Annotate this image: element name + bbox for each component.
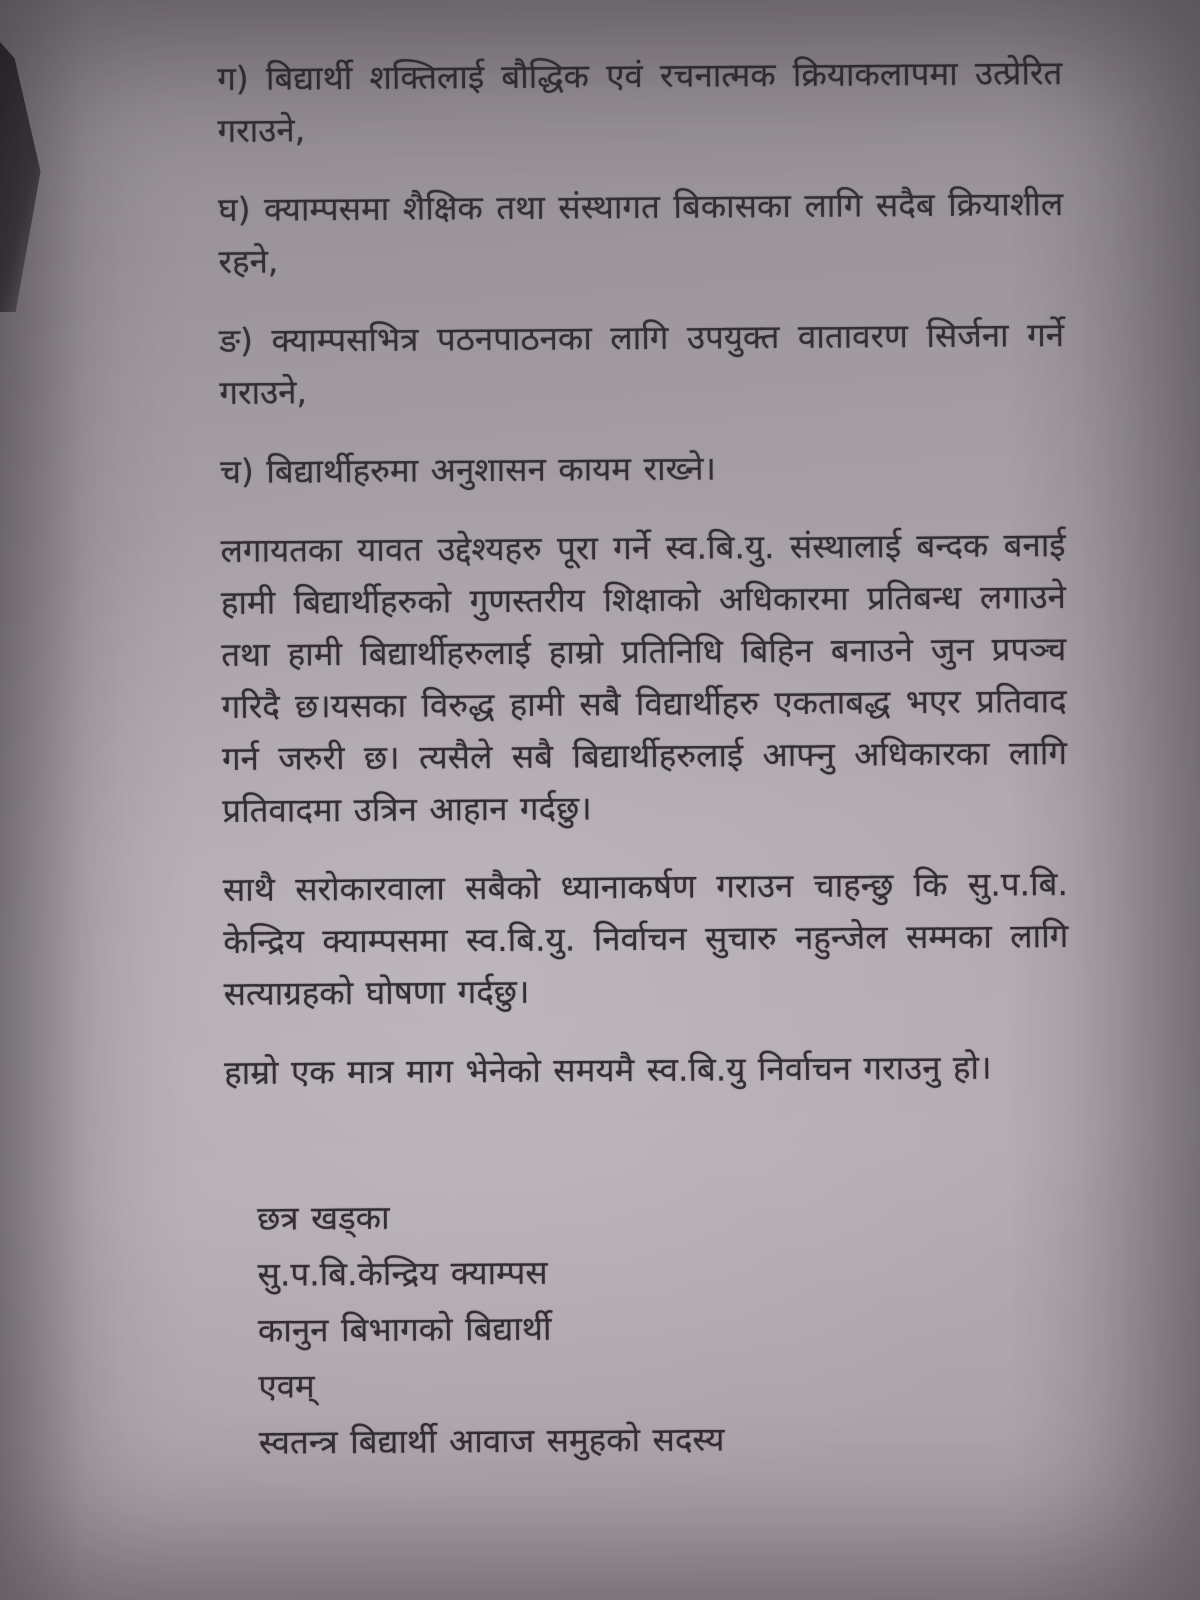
signature-department: कानुन बिभागको बिद्यार्थी <box>257 1308 552 1350</box>
list-item-ga: ग) बिद्यार्थी शक्तिलाई बौद्धिक एवं रचनात्मक क्रियाकलापमा उत्प्रेरित गराउने, <box>217 53 1063 150</box>
signature-name: छत्र खड्का <box>257 1197 390 1238</box>
list-item-gha: घ) क्याम्पसमा शैक्षिक तथा संस्थागत बिकासका लागि सदैब क्रियाशील रहने, <box>218 184 1064 281</box>
list-item-nga: ङ) क्याम्पसभित्र पठनपाठनका लागि उपयुक्त वातावरण सिर्जना गर्ने गराउने, <box>218 315 1065 412</box>
paragraph-single-demand: हाम्रो एक मात्र माग भेनेको समयमै स्व.बि.यु निर्वाचन गराउनु हो। <box>224 1047 992 1092</box>
list-item-cha: च) बिद्यार्थीहरुमा अनुशासन कायम राख्ने। <box>219 448 717 491</box>
paragraph-satyagraha-declaration: साथै सरोकारवाला सबैको ध्यानाकर्षण गराउन चाहन्छु कि सु.प.बि. केन्द्रिय क्याम्पसमा स्व.बि.यु. निर्वाचन सुचारु नहुन्जेल सम्मका लागि सत्याग्रहको घोषणा गर्दछु। <box>222 864 1069 1013</box>
signature-block <box>257 1185 1072 1471</box>
signature-and: एवम् <box>258 1366 315 1406</box>
letter-body <box>217 47 1072 1471</box>
paper-edge-shadow <box>0 42 52 312</box>
signature-group-membership: स्वतन्त्र बिद्यार्थी आवाज समुहको सदस्य <box>258 1419 725 1462</box>
signature-campus: सु.प.बि.केन्द्रिय क्याम्पस <box>257 1252 548 1294</box>
paragraph-objectives-protest: लगायतका यावत उद्देश्यहरु पूरा गर्ने स्व.बि.यु. संस्थालाई बन्दक बनाई हामी बिद्यार्थीहरुको गुणस्तरीय शिक्षाको अधिकारमा प्रतिबन्ध लगाउने तथा हामी बिद्यार्थीहरुलाई हाम्रो प्रतिनिधि बिहिन बनाउने जुन प्रपञ्च गरिदै छ।यसका विरुद्ध हामी सबै विद्यार्थीहरु एकताबद्ध भएर प्रतिवाद गर्न जरुरी छ। त्यसैले सबै बिद्यार्थीहरुलाई आफ्नु अधिकारका लागि प्रतिवादमा उत्रिन आहान गर्दछु। <box>220 525 1068 830</box>
